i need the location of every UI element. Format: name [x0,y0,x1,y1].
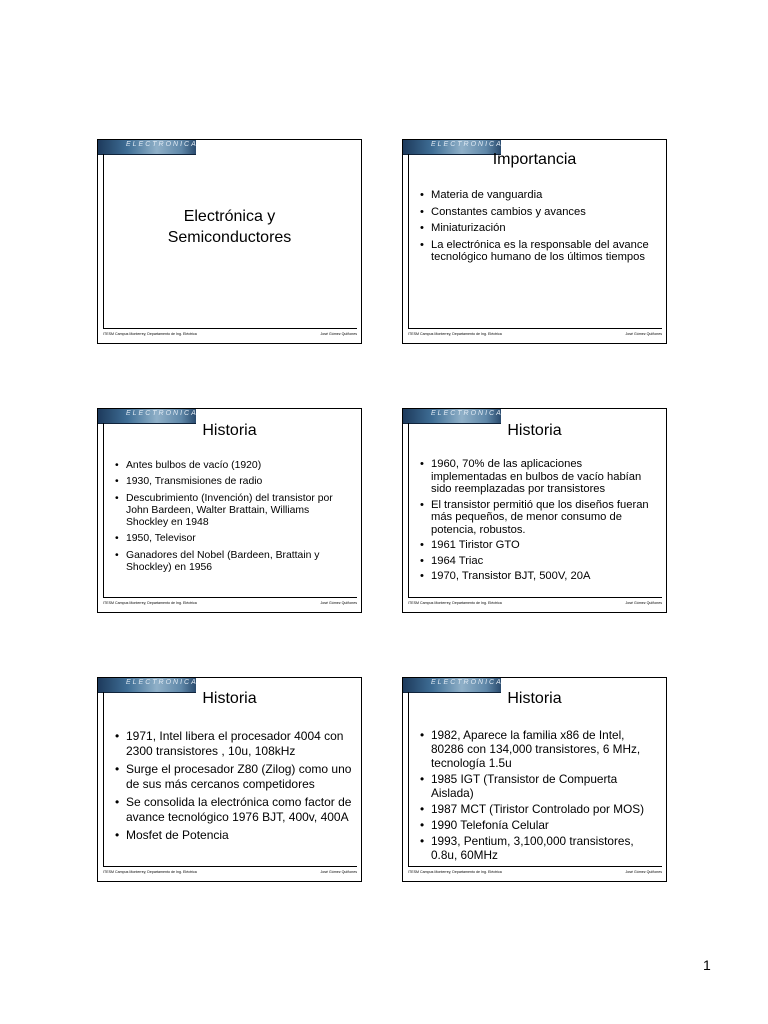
list-item: • La electrónica es la responsable del avance tecnológico humano de los últimos tiempos [417,239,654,264]
slide-title [108,206,351,248]
list-item: • 1985 IGT (Transistor de Compuerta Aislada) [417,772,656,800]
slide-title: Historia [202,422,257,439]
list-item: • Ganadores del Nobel (Bardeen, Brattain y Shockley) en 1956 [112,550,347,575]
footer-author: José Gómez Quiñones [320,601,357,605]
banner-text: ELECTRONICA [431,141,503,148]
slide-vertical-rule [408,692,409,866]
footer-institution: ITESM Campus Monterrey, Departamento de Ing. Eléctrica [408,332,502,336]
bullet-list [417,728,656,864]
slide-4 [402,408,667,613]
footer-author: José Gómez Quiñones [625,870,662,874]
page-number: 1 [703,957,711,973]
slide-title: Historia [507,690,562,707]
banner-text: ELECTRONICA [431,679,503,686]
slide-footer [408,328,662,339]
list-item: • Miniaturización [417,222,654,235]
slide-footer [408,866,662,877]
list-item: • 1971, Intel libera el procesador 4004 con 2300 transistores , 10u, 108kHz [112,729,353,759]
slide-banner [98,140,196,155]
footer-institution: ITESM Campus Monterrey, Departamento de Ing. Eléctrica [103,332,197,336]
list-item: • Materia de vanguardia [417,189,654,202]
bullet-list [112,460,347,578]
footer-author: José Gómez Quiñones [625,601,662,605]
list-item: • 1993, Pentium, 3,100,000 transistores, 0.8u, 60MHz [417,834,656,862]
slide-vertical-rule [103,692,104,866]
bullet-list [112,729,353,846]
footer-author: José Gómez Quiñones [320,332,357,336]
list-item: • 1964 Triac [417,555,656,568]
list-item: • Mosfet de Potencia [112,828,353,843]
list-item: • Antes bulbos de vacío (1920) [112,460,347,472]
list-item: • El transistor permitió que los diseños fueran más pequeños, de menor consumo de potencia, robustos. [417,499,656,537]
footer-author: José Gómez Quiñones [320,870,357,874]
slide-vertical-rule [103,423,104,597]
slide-6 [402,677,667,882]
slide-title-line-2: Semiconductores [167,229,292,246]
list-item: • Descubrimiento (Invención) del transistor por John Bardeen, Walter Brattain, Williams Shockley en 1948 [112,493,347,530]
slide-footer [103,866,357,877]
banner-text: ELECTRONICA [126,679,198,686]
list-item: • 1990 Telefonía Celular [417,818,656,832]
slide-footer [103,328,357,339]
slide-footer [103,597,357,608]
slide-2 [402,139,667,344]
list-item: • 1987 MCT (Tiristor Controlado por MOS) [417,802,656,816]
banner-text: ELECTRONICA [431,410,503,417]
footer-institution: ITESM Campus Monterrey, Departamento de Ing. Eléctrica [408,601,502,605]
list-item: • Surge el procesador Z80 (Zilog) como uno de sus más cercanos competidores [112,762,353,792]
list-item: • 1960, 70% de las aplicaciones implementadas en bulbos de vacío habían sido reemplazadas por transistores [417,458,656,496]
slide-1 [97,139,362,344]
list-item: • Se consolida la electrónica como factor de avance tecnológico 1976 BJT, 400v, 400A [112,795,353,825]
slide-title: Historia [202,690,257,707]
slide-title: Importancia [492,151,577,168]
banner-text: ELECTRONICA [126,141,198,148]
slide-vertical-rule [408,423,409,597]
list-item: • 1961 Tiristor GTO [417,539,656,552]
list-item: • 1982, Aparece la familia x86 de Intel, 80286 con 134,000 transistores, 6 MHz, tecnología 1.5u [417,728,656,770]
footer-author: José Gómez Quiñones [625,332,662,336]
list-item: • 1950, Televisor [112,533,347,545]
slide-vertical-rule [408,154,409,328]
slide-title: Historia [507,422,562,439]
bullet-list [417,458,656,586]
slide-3 [97,408,362,613]
list-item: • 1930, Transmisiones de radio [112,476,347,488]
banner-text: ELECTRONICA [126,410,198,417]
footer-institution: ITESM Campus Monterrey, Departamento de Ing. Eléctrica [408,870,502,874]
slide-vertical-rule [103,154,104,328]
list-item: • 1970, Transistor BJT, 500V, 20A [417,570,656,583]
slide-footer [408,597,662,608]
footer-institution: ITESM Campus Monterrey, Departamento de Ing. Eléctrica [103,601,197,605]
slide-title-line-1: Electrónica y [183,208,276,225]
list-item: • Constantes cambios y avances [417,206,654,219]
bullet-list [417,189,654,268]
footer-institution: ITESM Campus Monterrey, Departamento de Ing. Eléctrica [103,870,197,874]
slide-5 [97,677,362,882]
